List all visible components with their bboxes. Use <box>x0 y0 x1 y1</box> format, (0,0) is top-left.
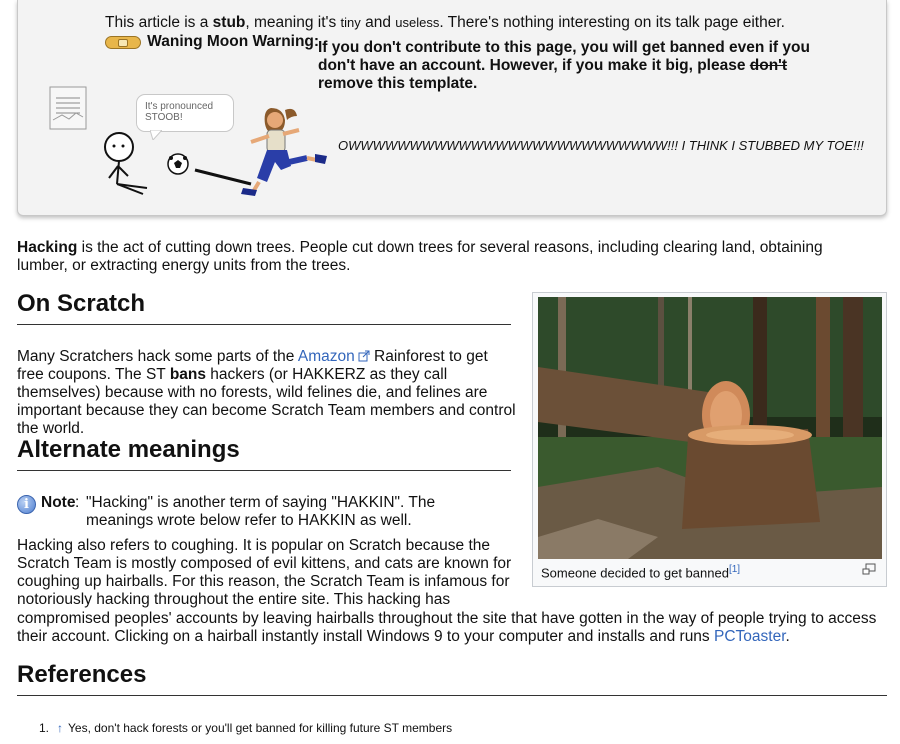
tree-stump-photo[interactable] <box>538 297 882 559</box>
moon-warning-label: Waning Moon Warning: <box>105 33 320 51</box>
figure-caption: Someone decided to get banned[1] <box>541 564 741 581</box>
warning-text: If you don't contribute to this page, you will get banned even if you don't have an account. However, if you make it big, please don't remove this template. <box>318 39 810 92</box>
paragraph-hacking-coughing: Hacking also refers to coughing. It is popular on Scratch because the Scratch Team is mostly composed of evil kittens, and cats are known for coughing up hairballs. For this reason, the Scratch Team is infamous for notoriously hacking throughout the entire site. This hacking has <box>17 537 512 608</box>
external-link-icon <box>358 350 370 362</box>
info-icon: i <box>17 495 36 514</box>
stub-intro: This article is a stub, meaning it's tiny and useless. There's nothing interesting on its talk page either. <box>105 14 785 31</box>
article-intro: Hacking is the act of cutting down trees. People cut down trees for several reasons, including clearing land, obtaining lumber, or extracting energy units from the trees. <box>17 239 823 274</box>
stub-scream-text: OWWWWWWWWWWWWWWWWWWWWWWWWWW!!! I THINK I STUBBED MY TOE!!! <box>338 138 864 153</box>
backlink-arrow[interactable]: ↑ <box>57 721 64 735</box>
stub-cartoon-illustration <box>103 100 343 200</box>
pctoaster-link[interactable]: PCToaster <box>714 628 786 645</box>
amazon-link[interactable]: Amazon <box>298 348 370 365</box>
figure-thumbnail <box>532 292 887 587</box>
enlarge-icon[interactable] <box>862 563 876 575</box>
section-heading-references: References <box>17 661 887 696</box>
section-heading-alternate-meanings: Alternate meanings <box>17 436 511 471</box>
note-text: "Hacking" is another term of saying "HAKKIN". The meanings wrote below refer to HAKKIN as well. <box>86 494 436 529</box>
citation-link[interactable]: [1] <box>728 564 741 575</box>
paragraph-hacking-accounts: compromised peoples' accounts by leaving hairballs throughout the site that have gotten in the way of people trying to access their account. Clicking on a hairball instantly install Windows 9 to your computer and installs and runs PCToaster. <box>17 610 877 645</box>
reference-item: 1. ↑ Yes, don't hack forests or you'll get banned for killing future ST members <box>39 721 453 735</box>
stub-document-icon <box>49 86 87 130</box>
speech-bubble: It's pronounced STOOB! <box>136 94 234 132</box>
moon-badge-icon <box>105 36 141 49</box>
section-heading-on-scratch: On Scratch <box>17 290 511 325</box>
paragraph-on-scratch: Many Scratchers hack some parts of the Amazon Rainforest to get free coupons. The ST bans hackers (or HAKKERZ as they call themselves) because with no forests, wild felines die, and felines are important because they can become Scratch Team members and control the world. <box>17 348 516 437</box>
stub-template-box <box>17 0 887 216</box>
